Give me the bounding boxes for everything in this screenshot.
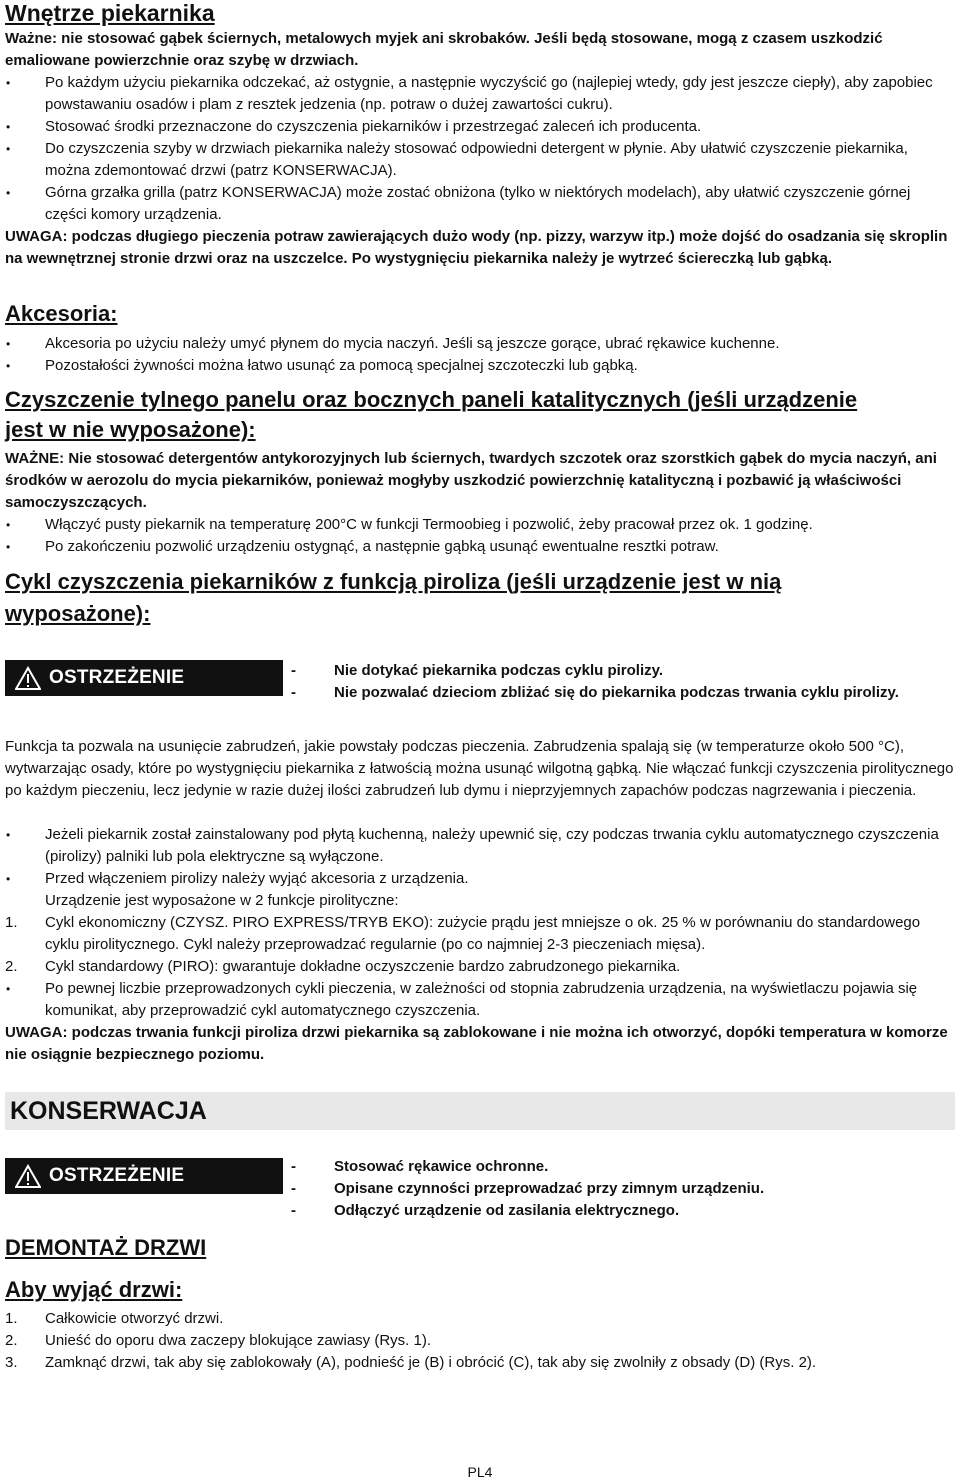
catalytic-warning: WAŻNE: Nie stosować detergentów antykorozyjnych lub ściernych, twardych szczotek oraz szorstkich gąbek do mycia naczyń, ani środków w aerozolu do mycia piekarników, ponieważ mogłyby uszkodzić powierzchnię katalityczną i pozbawić ją właściwości samoczyszczących. (5, 450, 937, 511)
section-title-door-removal: DEMONTAŻ DRZWI (5, 1235, 207, 1260)
section-title-pyrolysis-line1: Cykl czyszczenia piekarników z funkcją piroliza (jeśli urządzenie jest w nią (5, 569, 782, 594)
warning-banner (5, 1158, 283, 1194)
list-text: Cykl ekonomiczny (CZYSZ. PIRO EXPRESS/TRYB EKO): zużycie prądu jest mniejsze o ok. 25 % w porównaniu do standardowego cyklu pirolitycznego. Cykl należy przeprowadzać regularnie (po co najmniej 2-3 pieczeniach mięsa). (45, 914, 921, 953)
list-item: - Stosować rękawice ochronne. (291, 1156, 941, 1178)
pyrolysis-note: UWAGA: podczas trwania funkcji piroliza drzwi piekarnika są zablokowane i nie można ich otworzyć, dopóki temperatura w komorze nie osiągnie bezpiecznego poziomu. (5, 1024, 948, 1063)
pyrolysis-functions-intro: Urządzenie jest wyposażone w 2 funkcje pirolityczne: (45, 892, 399, 909)
door-removal-steps (5, 1308, 955, 1374)
interior-note: UWAGA: podczas długiego pieczenia potraw zawierających dużo wody (np. pizzy, warzyw itp.) może dojść do osadzania się skroplin na wewnętrznej stronie drzwi oraz na uszczelce. Po wystygnięciu piekarnika należy je wytrzeć ściereczką lub gąbką. (5, 228, 948, 267)
accessories-bullets (5, 333, 955, 377)
pyrolysis-bullets-a (5, 824, 955, 890)
list-text: Zamknąć drzwi, tak aby się zablokowały (A), podnieść je (B) i obrócić (C), tak aby się zwolniły z obsady (D) (Rys. 2). (45, 1354, 817, 1371)
list-item: - Opisane czynności przeprowadzać przy zimnym urządzeniu. (291, 1178, 941, 1200)
section-title-maintenance: KONSERWACJA (5, 1092, 955, 1130)
list-item: • Po zakończeniu pozwolić urządzeniu ostygnąć, a następnie gąbką usunąć ewentualne resztki potraw. (5, 536, 955, 558)
section-title-catalytic-line2: jest w nie wyposażone): (5, 417, 256, 442)
list-number: 3. (5, 1354, 18, 1371)
list-item: • Akcesoria po użyciu należy umyć płynem do mycia naczyń. Jeśli są jeszcze gorące, ubrać rękawice kuchenne. (5, 333, 955, 355)
pyrolysis-warning-items (291, 660, 941, 704)
list-item: • Po każdym użyciu piekarnika odczekać, aż ostygnie, a następnie wyczyścić go (najlepiej wtedy, gdy jest jeszcze ciepły), aby zapobiec powstawaniu osadów i plam z resztek jedzenia (np. potraw o dużej zawartości cukru). (5, 72, 955, 116)
list-number: 1. (5, 914, 18, 931)
pyrolysis-intro: Funkcja ta pozwala na usunięcie zabrudzeń, jakie powstały podczas pieczenia. Zabrudzenia spalają się (w temperaturze około 500 °C), wytwarzając osady, które po wystygnięciu piekarnika z łatwością można usunąć wilgotną gąbką. Nie włączać funkcji czyszczenia pirolitycznego po każdym pieczeniu, lecz jedynie w razie dużej ilości zabrudzeń lub dymu i nieprzyjemnych zapachów podczas nagrzewania i pieczenia. (5, 738, 954, 799)
list-number: 2. (5, 958, 18, 975)
list-item (5, 956, 955, 978)
warning-label: OSTRZEŻENIE (49, 667, 185, 688)
warning-banner (5, 660, 283, 696)
section-title-accessories: Akcesoria: (5, 301, 118, 326)
list-text: Całkowicie otworzyć drzwi. (45, 1310, 224, 1327)
list-item (5, 1352, 955, 1374)
list-text: Unieść do oporu dwa zaczepy blokujące zawiasy (Rys. 1). (45, 1332, 432, 1349)
list-item (5, 912, 955, 956)
interior-warning: Ważne: nie stosować gąbek ściernych, metalowych myjek ani skrobaków. Jeśli będą stosowane, mogą z czasem uszkodzić emaliowane powierzchnie oraz szybę w drzwiach. (5, 30, 883, 69)
pyrolysis-functions-list (5, 912, 955, 978)
list-item: • Włączyć pusty piekarnik na temperaturę 200°C w funkcji Termoobieg i pozwolić, żeby pracował przez ok. 1 godzinę. (5, 514, 955, 536)
list-item: • Jeżeli piekarnik został zainstalowany pod płytą kuchenną, należy upewnić się, czy podczas trwania cyklu automatycznego czyszczenia (pirolizy) palniki lub pola elektryczne są wyłączone. (5, 824, 955, 868)
list-item: • Górna grzałka grilla (patrz KONSERWACJA) może zostać obniżona (tylko w niektórych modelach), aby ułatwić czyszczenie górnej części komory urządzenia. (5, 182, 955, 226)
maintenance-warning-items (291, 1156, 941, 1222)
list-item: • Przed włączeniem pirolizy należy wyjąć akcesoria z urządzenia. (5, 868, 955, 890)
section-title-oven-interior: Wnętrze piekarnika (5, 0, 215, 26)
catalytic-bullets (5, 514, 955, 558)
interior-bullets (5, 72, 955, 226)
list-number: 2. (5, 1332, 18, 1349)
warning-label: OSTRZEŻENIE (49, 1165, 185, 1186)
list-item (5, 1330, 955, 1352)
list-item: - Nie pozwalać dzieciom zbliżać się do piekarnika podczas trwania cyklu pirolizy. (291, 682, 941, 704)
list-item: • Do czyszczenia szyby w drzwiach piekarnika należy stosować odpowiedni detergent w płynie. Aby ułatwić czyszczenie piekarnika, można zdemontować drzwi (patrz KONSERWACJA). (5, 138, 955, 182)
list-number: 1. (5, 1310, 18, 1327)
list-item (5, 1308, 955, 1330)
list-item: • Po pewnej liczbie przeprowadzonych cykli pieczenia, w zależności od stopnia zabrudzenia urządzenia, na wyświetlaczu pojawia się komunikat, aby przeprowadzić cykl automatycznego czyszczenia. (5, 978, 955, 1022)
list-text: Cykl standardowy (PIRO): gwarantuje dokładne oczyszczenie bardzo zabrudzonego piekarnika. (45, 958, 681, 975)
warning-triangle-icon (15, 1164, 41, 1188)
section-title-pyrolysis-line2: wyposażone): (5, 601, 151, 626)
page-number: PL4 (467, 1464, 493, 1480)
list-item: - Odłączyć urządzenie od zasilania elektrycznego. (291, 1200, 941, 1222)
list-item: • Stosować środki przeznaczone do czyszczenia piekarników i przestrzegać zaleceń ich producenta. (5, 116, 955, 138)
pyrolysis-bullets-b (5, 978, 955, 1022)
warning-triangle-icon (15, 666, 41, 690)
section-title-catalytic-line1: Czyszczenie tylnego panelu oraz bocznych paneli katalitycznych (jeśli urządzenie (5, 387, 858, 412)
list-item: • Pozostałości żywności można łatwo usunąć za pomocą specjalnej szczoteczki lub gąbką. (5, 355, 955, 377)
section-title-remove-door: Aby wyjąć drzwi: (5, 1277, 183, 1302)
list-item: - Nie dotykać piekarnika podczas cyklu pirolizy. (291, 660, 941, 682)
